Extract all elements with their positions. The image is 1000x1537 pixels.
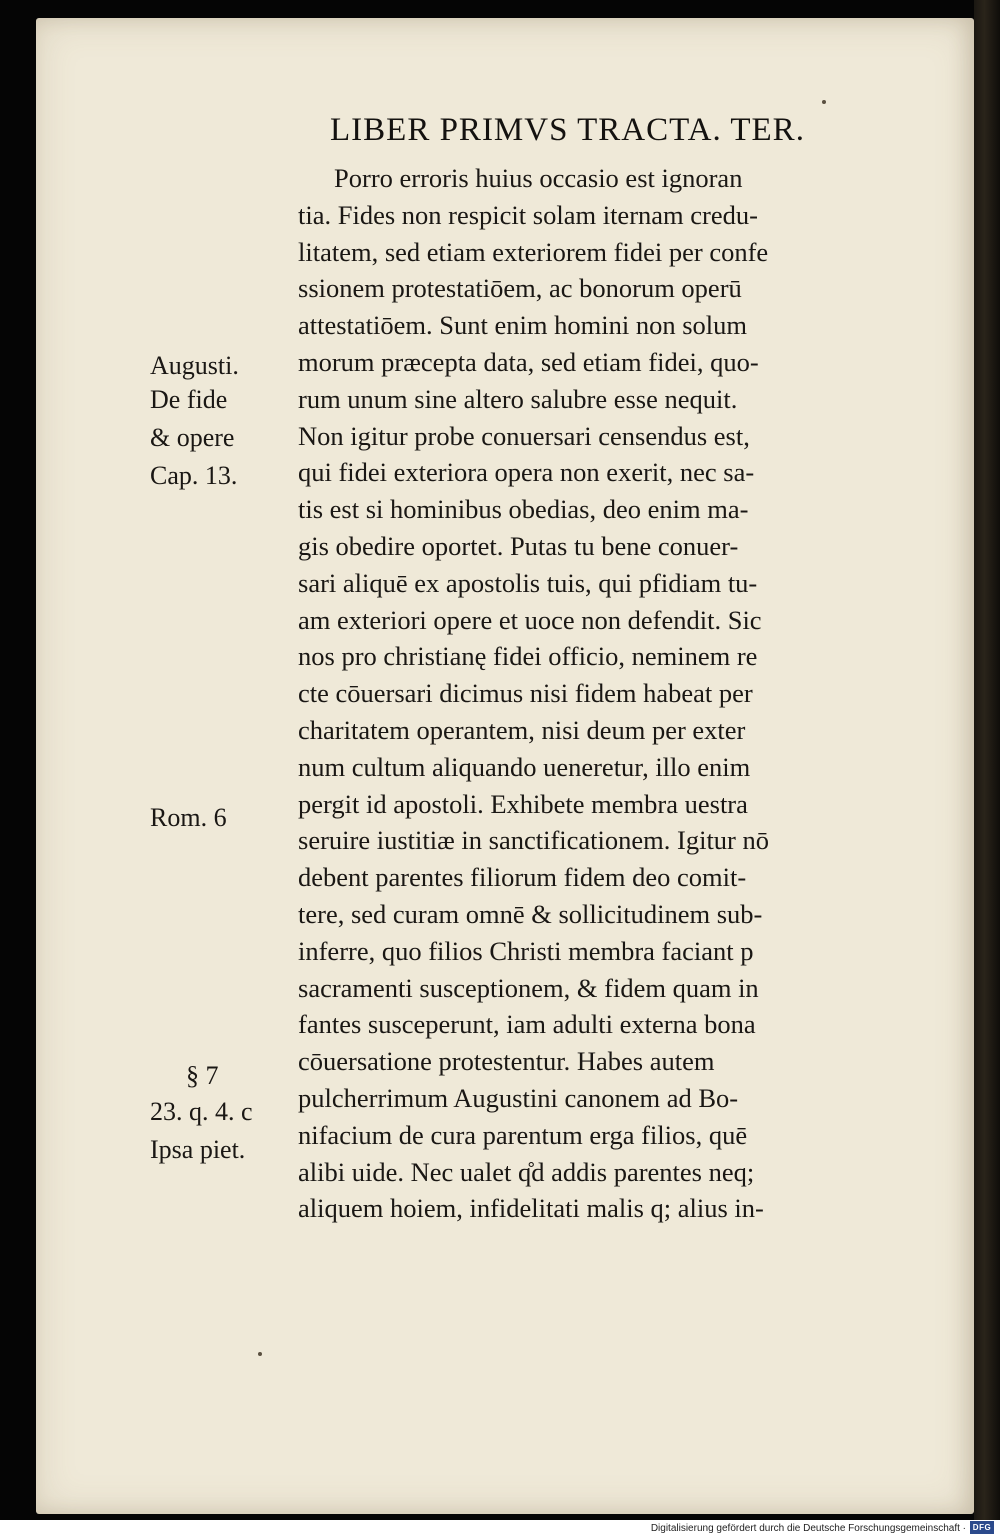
text-line: cte cōuersari dicimus nisi fidem habeat per: [298, 678, 753, 709]
margin-note-et-opere: & opere: [150, 423, 235, 452]
text-line: seruire iustitiæ in sanctificationem. Igitur nō: [298, 825, 770, 856]
text-line: num cultum aliquando ueneretur, illo enim: [298, 751, 751, 782]
margin-note-ipsa: Ipsa piet.: [150, 1135, 246, 1164]
margin-note-decretum: 23. q. 4. c: [150, 1097, 253, 1126]
text-line: charitatem operantem, nisi deum per exter: [298, 714, 746, 745]
dfg-logo-icon: DFG: [970, 1521, 994, 1534]
text-line: tia. Fides non respicit solam iternam credu-: [298, 199, 758, 230]
main-text-block: [298, 160, 924, 1227]
text-line: gis obedire oportet. Putas tu bene conuer-: [298, 530, 739, 561]
paper-speck: [822, 100, 826, 104]
text-line: qui fidei exteriora opera non exerit, nec sa-: [298, 457, 755, 488]
text-line: nifacium de cura parentum erga filios, quē: [298, 1119, 748, 1150]
text-line: am exteriori opere et uoce non defendit. Sic: [298, 604, 762, 635]
text-line: morum præcepta data, sed etiam fidei, quo-: [298, 346, 759, 377]
digitization-credit: Digitalisierung gefördert durch die Deutsche Forschungsgemeinschaft ·: [650, 1523, 966, 1534]
running-header: LIBER PRIMVS TRACTA. TER.: [330, 112, 805, 148]
text-line: ssionem protestatiōem, ac bonorum operū: [298, 273, 742, 304]
text-line: cōuersatione protestentur. Habes autem: [298, 1046, 715, 1077]
book-cover-edge: [974, 0, 1000, 1520]
text-line: inferre, quo filios Christi membra faciant p: [298, 935, 754, 966]
text-line: alibi uide. Nec ualet q̊d addis parentes neq;: [298, 1156, 755, 1187]
text-line: sacramenti susceptionem, & fidem quam in: [298, 972, 759, 1003]
text-line: rum unum sine altero salubre esse nequit.: [298, 383, 738, 414]
text-line: pergit id apostoli. Exhibete membra uestra: [298, 788, 748, 819]
text-line: tere, sed curam omnē & sollicitudinem sub-: [298, 898, 763, 929]
text-line: nos pro christianę fidei officio, neminem re: [298, 641, 758, 672]
text-line: debent parentes filiorum fidem deo comit-: [298, 862, 747, 893]
text-line: fantes susceperunt, iam adulti externa bona: [298, 1009, 756, 1040]
text-line: pulcherrimum Augustini canonem ad Bo-: [298, 1082, 739, 1113]
text-line: sari aliquē ex apostolis tuis, qui pfidiam tu-: [298, 567, 758, 598]
text-line: Porro erroris huius occasio est ignoran: [334, 163, 743, 193]
text-line: litatem, sed etiam exteriorem fidei per confe: [298, 236, 769, 267]
margin-note-cap: Cap. 13.: [150, 461, 238, 490]
margin-note-section: § 7: [186, 1061, 219, 1090]
margin-note-augusti: Augusti.: [150, 351, 239, 380]
text-line: tis est si hominibus obedias, deo enim ma-: [298, 494, 749, 525]
paper-speck: [258, 1352, 262, 1356]
text-line: aliquem hoiem, infidelitati malis q; alius in-: [298, 1193, 764, 1224]
margin-note-rom: Rom. 6: [150, 803, 227, 832]
text-line: Non igitur probe conuersari censendus est,: [298, 420, 750, 451]
margin-note-de-fide: De fide: [150, 385, 228, 414]
text-line: attestatiōem. Sunt enim homini non solum: [298, 310, 747, 341]
